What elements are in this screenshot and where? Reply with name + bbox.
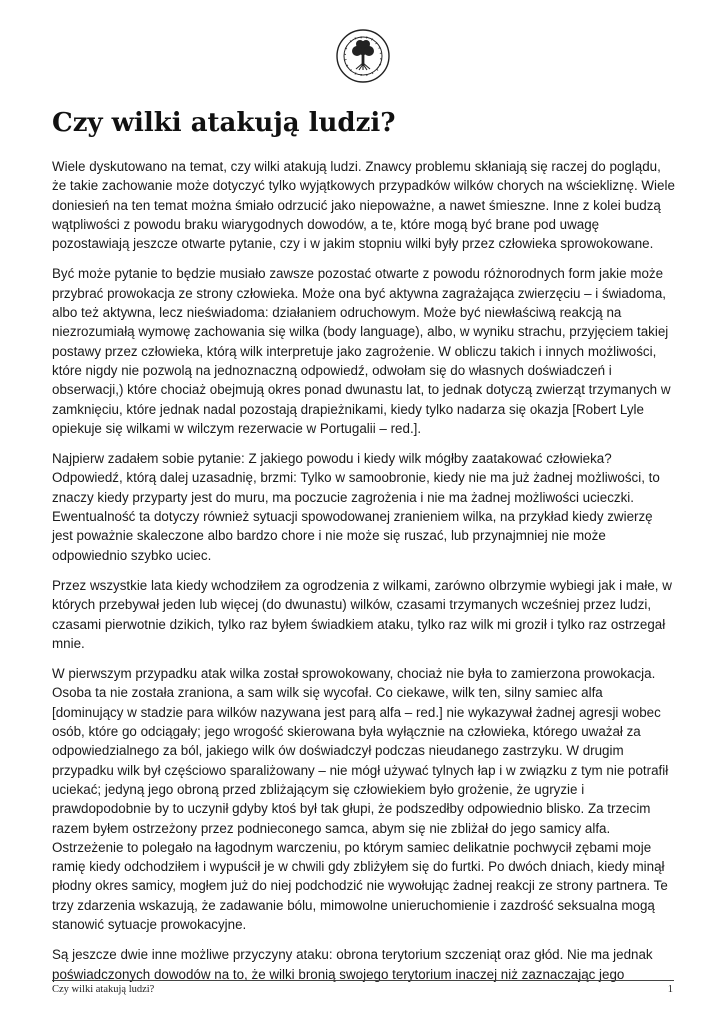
footer-title: Czy wilki atakują ludzi? <box>52 984 155 995</box>
tree-seal-logo-icon <box>335 28 391 84</box>
article-body <box>52 157 676 995</box>
paragraph: Przez wszystkie lata kiedy wchodziłem za ogrodzenia z wilkami, zarówno olbrzymie wybiegi jak i małe, w których przebywał jeden lub więcej (do dwunastu) wilków, czasami trzymanych wcześniej przez ludzi, czasami pierwotnie dzikich, tylko raz byłem świadkiem ataku, tylko raz wilk mi groził i tylko raz ostrzegał mnie. <box>52 577 672 651</box>
paragraph: Są jeszcze dwie inne możliwe przyczyny ataku: obrona terytorium szczeniąt oraz głód. Nie ma jednak poświadczonych dowodów na to, że wilki bronią swojego terytorium inaczej niż zaznaczając jego <box>52 947 653 982</box>
paragraph: Być może pytanie to będzie musiało zawsze pozostać otwarte z powodu różnorodnych form jakie może przybrać prowokacja ze strony człowieka. Może ona być aktywna zagrażająca zwierzęciu – i świadoma, albo też aktywna, lecz nieświadoma: działaniem odruchowym. Może być niewłaściwą reakcją na niezrozumiałą wymowę zachowania się wilka (body language), albo, w wyniku strachu, przyjęciem takiej postawy przez człowieka, którą wilk interpretuje jako zagrożenie. W obliczu takich i innych możliwości, które nigdy nie pozwolą na jednoznaczną odpowiedź, odwołam się do własnych doświadczeń i obserwacji,) które chociaż obejmują okres ponad dwunastu lat, to jednak dotyczą zwierząt trzymanych w zamknięciu, które jednak nadal pozostają drapieżnikami, kiedy tylko nadarza się okazja [Robert Lyle opiekuje się wilkami w wilczym rezerwacie w Portugalii – red.]. <box>52 266 671 436</box>
page-title: Czy wilki atakują ludzi? <box>52 108 396 138</box>
paragraph: Najpierw zadałem sobie pytanie: Z jakiego powodu i kiedy wilk mógłby zaatakować człowieka? Odpowiedź, którą dalej uzasadnię, brzmi: Tylko w samoobronie, kiedy nie ma już żadnej możliwości, to znaczy kiedy przyparty jest do muru, ma poczucie zagrożenia i nie ma żadnej możliwości ucieczki. Ewentualność ta dotyczy również sytuacji spowodowanej zranieniem wilka, na przykład kiedy zwierzę jest poważnie skaleczone albo bardzo chore i nie może się ruszać, lub przynajmniej nie może odpowiednio szybko uciec. <box>52 451 660 563</box>
page-number: 1 <box>667 984 673 995</box>
paragraph: W pierwszym przypadku atak wilka został sprowokowany, chociaż nie była to zamierzona prowokacja. Osoba ta nie została zraniona, a sam wilk się wycofał. Co ciekawe, wilk ten, silny samiec alfa [dominujący w stadzie para wilków nazywana jest parą alfa – red.] nie wykazywał żadnej agresji wobec osób, które go odciągały; jego wrogość skierowana była wyłącznie na człowieka, którego uważał za odpowiedzialnego za ból, jakiego wilk ów doświadczył podczas nieudanego zastrzyku. W drugim przypadku wilk był częściowo sparaliżowany – nie mógł używać tylnych łap i w związku z tym nie potrafił uciekać; jedyną jego obroną przed zbliżającym się człowiekiem było grożenie, że ugryzie i prawdopodobnie by to uczynił gdyby ktoś był tak głupi, że podszedłby odpowiednio blisko. Za trzecim razem byłem ostrzeżony przez podnieconego samca, abym się nie zbliżał do jego samicy alfa. Ostrzeżenie to polegało na łagodnym warczeniu, po którym samiec delikatnie pochwycił zębami moje ramię kiedy odchodziłem i wypuścił je w chwili gdy zbliżyłem się do furtki. Po dwóch dniach, kiedy minął płodny okres samicy, mogłem już do niej podchodzić nie wywołując żadnej reakcji ze strony partnera. Te trzy zdarzenia wskazują, że zadawanie bólu, mimowolne unieruchomienie i zazdrość seksualna mogą stanowić sytuacje prowokacyjne. <box>52 666 669 932</box>
paragraph: Wiele dyskutowano na temat, czy wilki atakują ludzi. Znawcy problemu skłaniają się raczej do poglądu, że takie zachowanie może dotyczyć tylko wyjątkowych przypadków wilków chorych na wściekliznę. Wiele doniesień na ten temat można śmiało odrzucić jako niepoważne, a nawet śmieszne. Inne z kolei budzą wątpliwości z powodu braku wiarygodnych dowodów, a te, które mogą być brane pod uwagę pozostawiają jeszcze otwarte pytanie, czy i w jakim stopniu wilki były przez człowieka sprowokowane. <box>52 159 675 252</box>
footer-divider <box>52 980 674 981</box>
